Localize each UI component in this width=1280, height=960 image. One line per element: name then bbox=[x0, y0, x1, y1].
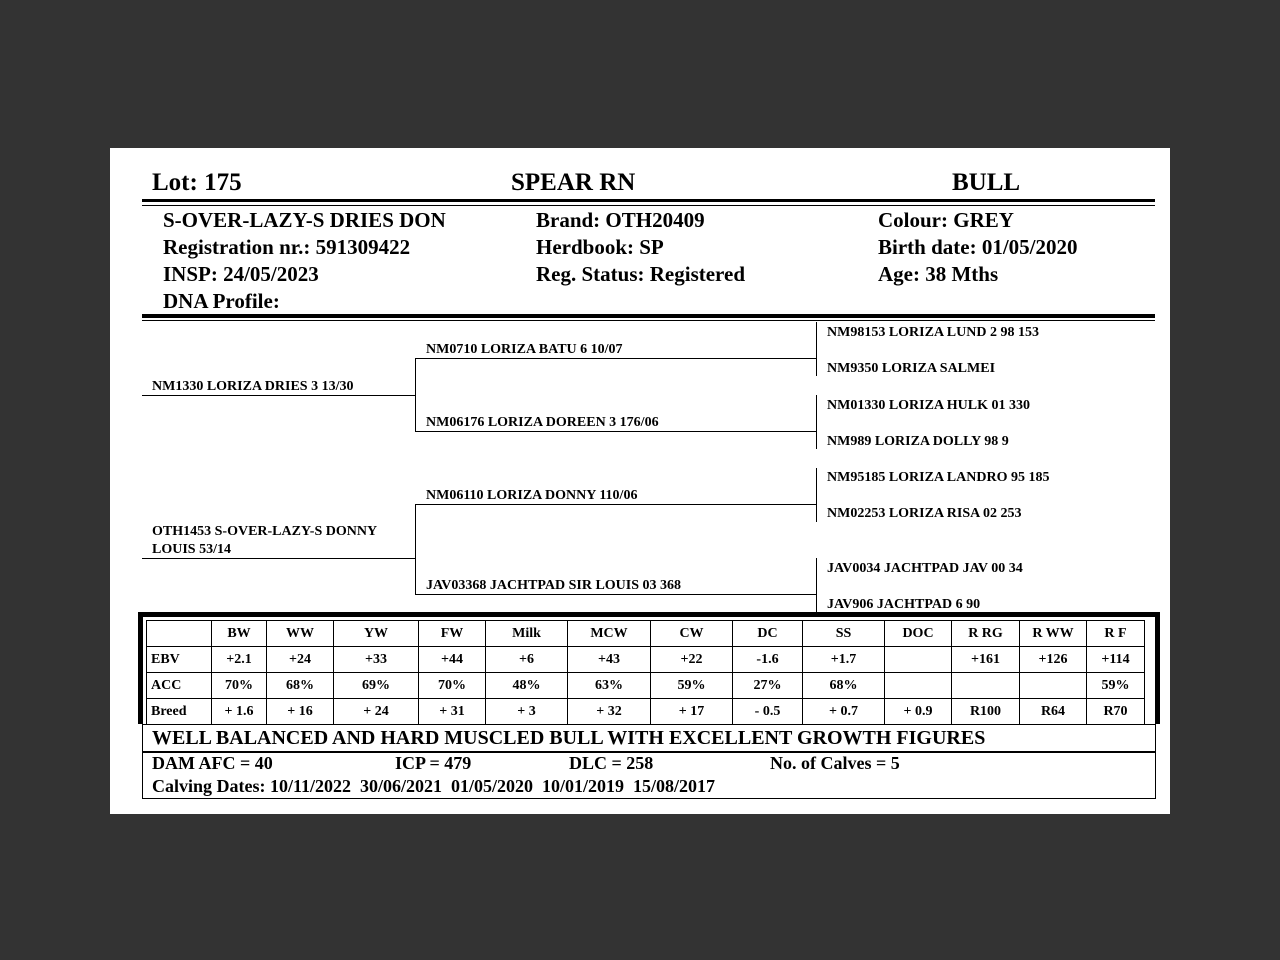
pedigree-ssd: NM9350 LORIZA SALMEI bbox=[827, 361, 996, 376]
ebv-header-cell: DC bbox=[733, 621, 803, 647]
breed-row bbox=[147, 699, 1145, 725]
ebv-header-row bbox=[147, 621, 1145, 647]
calving-dates: Calving Dates: 10/11/2022 30/06/2021 01/05/2020 10/01/2019 15/08/2017 bbox=[152, 776, 716, 796]
ebv-header-cell: CW bbox=[651, 621, 733, 647]
pedigree-dam-line1: OTH1453 S-OVER-LAZY-S DONNY bbox=[152, 524, 378, 539]
ebv-cell: -1.6 bbox=[733, 647, 803, 673]
pedigree-line bbox=[415, 504, 817, 505]
pedigree-dam-dam: JAV03368 JACHTPAD SIR LOUIS 03 368 bbox=[426, 578, 682, 593]
ebv-cell: R64 bbox=[1020, 699, 1087, 725]
ebv-cell: 63% bbox=[568, 673, 651, 699]
insp-date: INSP: 24/05/2023 bbox=[163, 262, 319, 286]
pedigree-dsd: NM02253 LORIZA RISA 02 253 bbox=[827, 506, 1022, 521]
ebv-header-cell: WW bbox=[267, 621, 334, 647]
ebv-header-cell bbox=[147, 621, 212, 647]
pedigree-line bbox=[142, 558, 415, 559]
ebv-cell: 48% bbox=[486, 673, 568, 699]
ebv-cell: 70% bbox=[419, 673, 486, 699]
ebv-cell: +161 bbox=[952, 647, 1020, 673]
pedigree-sds: NM01330 LORIZA HULK 01 330 bbox=[827, 398, 1031, 413]
birth-date: Birth date: 01/05/2020 bbox=[878, 235, 1078, 259]
info-rule-thick bbox=[142, 314, 1155, 318]
ebv-header-cell: R WW bbox=[1020, 621, 1087, 647]
ebv-cell: + 24 bbox=[334, 699, 419, 725]
ebv-cell: + 1.6 bbox=[212, 699, 267, 725]
ebv-cell bbox=[885, 647, 952, 673]
dna-profile: DNA Profile: bbox=[163, 289, 280, 313]
ebv-cell: + 3 bbox=[486, 699, 568, 725]
pedigree-line bbox=[415, 431, 817, 432]
header-rule-thick bbox=[142, 199, 1155, 202]
ebv-cell: +43 bbox=[568, 647, 651, 673]
pedigree-dam-line2: LOUIS 53/14 bbox=[152, 542, 231, 557]
ebv-cell: +114 bbox=[1087, 647, 1145, 673]
ebv-cell: 68% bbox=[803, 673, 885, 699]
pedigree-connector bbox=[816, 322, 817, 376]
ebv-cell: 59% bbox=[651, 673, 733, 699]
pedigree-sire-sire: NM0710 LORIZA BATU 6 10/07 bbox=[426, 342, 623, 357]
animal-name: SPEAR RN bbox=[511, 169, 636, 196]
ebv-cell: + 0.9 bbox=[885, 699, 952, 725]
pedigree-sire-dam: NM06176 LORIZA DOREEN 3 176/06 bbox=[426, 415, 659, 430]
ebv-header-cell: SS bbox=[803, 621, 885, 647]
ebv-header-cell: R F bbox=[1087, 621, 1145, 647]
table-right-rule bbox=[1155, 612, 1160, 724]
age: Age: 38 Mths bbox=[878, 262, 999, 286]
ebv-cell: 68% bbox=[267, 673, 334, 699]
ebv-cell: +22 bbox=[651, 647, 733, 673]
ebv-row-label: Breed bbox=[147, 699, 212, 725]
ebv-cell: +44 bbox=[419, 647, 486, 673]
lot-card bbox=[110, 148, 1170, 814]
ebv-cell: + 0.7 bbox=[803, 699, 885, 725]
ebv-cell: - 0.5 bbox=[733, 699, 803, 725]
pedigree-connector bbox=[816, 558, 817, 612]
header-rule-thin bbox=[142, 205, 1155, 206]
icp: ICP = 479 bbox=[395, 753, 472, 773]
registration-number: Registration nr.: 591309422 bbox=[163, 235, 411, 259]
ebv-header-cell: BW bbox=[212, 621, 267, 647]
pedigree-ddd: JAV906 JACHTPAD 6 90 bbox=[827, 597, 981, 612]
ebv-row-label: EBV bbox=[147, 647, 212, 673]
pedigree-sire: NM1330 LORIZA DRIES 3 13/30 bbox=[152, 379, 354, 394]
ebv-cell: +6 bbox=[486, 647, 568, 673]
pedigree-connector bbox=[816, 468, 817, 522]
full-name: S-OVER-LAZY-S DRIES DON bbox=[163, 208, 446, 232]
pedigree-dds: JAV0034 JACHTPAD JAV 00 34 bbox=[827, 561, 1023, 576]
number-of-calves: No. of Calves = 5 bbox=[770, 753, 900, 773]
lot-number: Lot: 175 bbox=[152, 169, 242, 196]
ebv-header-cell: MCW bbox=[568, 621, 651, 647]
ebv-table bbox=[146, 620, 1145, 725]
ebv-cell bbox=[885, 673, 952, 699]
comment-text: WELL BALANCED AND HARD MUSCLED BULL WITH EXCELLENT GROWTH FIGURES bbox=[152, 727, 986, 749]
pedigree-sss: NM98153 LORIZA LUND 2 98 153 bbox=[827, 325, 1039, 340]
pedigree-line bbox=[415, 594, 817, 595]
ebv-cell: +24 bbox=[267, 647, 334, 673]
ebv-header-cell: YW bbox=[334, 621, 419, 647]
ebv-cell: 69% bbox=[334, 673, 419, 699]
ebv-cell: R100 bbox=[952, 699, 1020, 725]
pedigree-sdd: NM989 LORIZA DOLLY 98 9 bbox=[827, 434, 1009, 449]
pedigree-dam-sire: NM06110 LORIZA DONNY 110/06 bbox=[426, 488, 638, 503]
brand: Brand: OTH20409 bbox=[536, 208, 705, 232]
ebv-header-cell: DOC bbox=[885, 621, 952, 647]
ebv-cell: + 31 bbox=[419, 699, 486, 725]
ebv-header-cell: Milk bbox=[486, 621, 568, 647]
pedigree-line bbox=[142, 395, 415, 396]
ebv-cell: R70 bbox=[1087, 699, 1145, 725]
pedigree-connector bbox=[415, 504, 416, 595]
reg-status: Reg. Status: Registered bbox=[536, 262, 745, 286]
pedigree-dss: NM95185 LORIZA LANDRO 95 185 bbox=[827, 470, 1050, 485]
herdbook: Herdbook: SP bbox=[536, 235, 664, 259]
pedigree-connector bbox=[816, 395, 817, 449]
ebv-cell: +126 bbox=[1020, 647, 1087, 673]
colour: Colour: GREY bbox=[878, 208, 1014, 232]
dam-afc: DAM AFC = 40 bbox=[152, 753, 273, 773]
ebv-row-label: ACC bbox=[147, 673, 212, 699]
ebv-cell: +2.1 bbox=[212, 647, 267, 673]
ebv-cell: +1.7 bbox=[803, 647, 885, 673]
ebv-cell: + 17 bbox=[651, 699, 733, 725]
ebv-row bbox=[147, 647, 1145, 673]
ebv-header-cell: R RG bbox=[952, 621, 1020, 647]
animal-sex: BULL bbox=[952, 169, 1021, 196]
pedigree-connector bbox=[415, 358, 416, 432]
ebv-header-cell: FW bbox=[419, 621, 486, 647]
ebv-cell: + 16 bbox=[267, 699, 334, 725]
ebv-cell bbox=[952, 673, 1020, 699]
ebv-cell: 70% bbox=[212, 673, 267, 699]
pedigree-line bbox=[415, 358, 817, 359]
info-rule-thin bbox=[142, 320, 1155, 321]
ebv-cell: + 32 bbox=[568, 699, 651, 725]
ebv-cell: +33 bbox=[334, 647, 419, 673]
table-top-rule bbox=[138, 612, 1160, 617]
dlc: DLC = 258 bbox=[569, 753, 654, 773]
ebv-cell: 27% bbox=[733, 673, 803, 699]
acc-row bbox=[147, 673, 1145, 699]
ebv-cell bbox=[1020, 673, 1087, 699]
table-left-rule bbox=[138, 612, 143, 724]
ebv-cell: 59% bbox=[1087, 673, 1145, 699]
